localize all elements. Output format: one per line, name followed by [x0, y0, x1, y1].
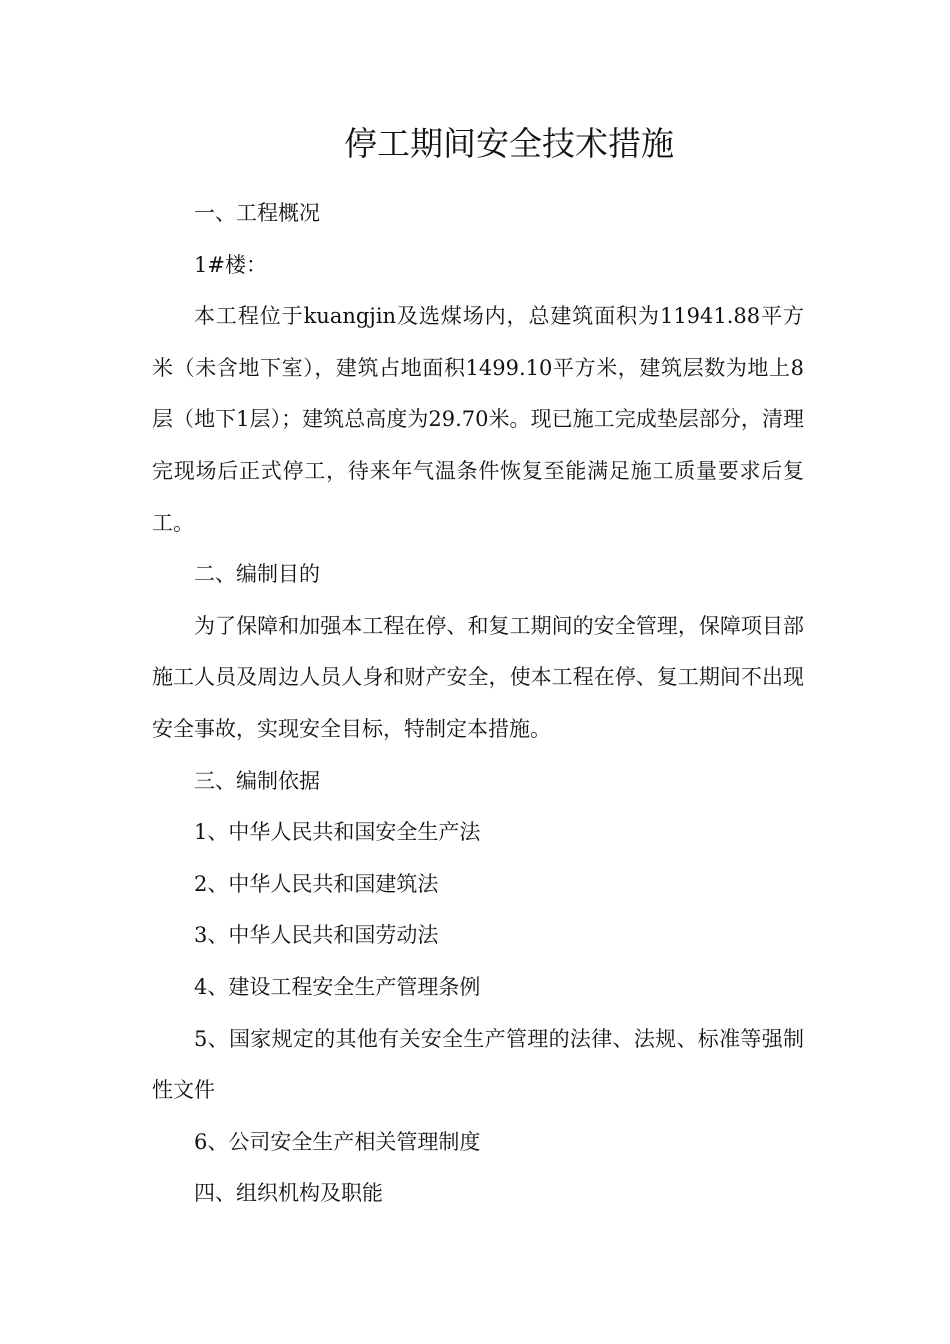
basis-item-6: 6、公司安全生产相关管理制度: [194, 1129, 481, 1154]
basis-item-5: 5、国家规定的其他有关安全生产管理的法律、法规、标准等强制性文件: [152, 1026, 804, 1103]
basis-item-2: 2、中华人民共和国建筑法: [194, 871, 439, 896]
basis-item-4: 4、建设工程安全生产管理条例: [194, 974, 481, 999]
document-title: 停工期间安全技术措施: [344, 124, 674, 163]
section-heading-purpose: 二、编制目的: [194, 562, 320, 587]
section-heading-overview: 一、工程概况: [194, 201, 320, 225]
overview-paragraph: 本工程位于kuangjin及选煤场内，总建筑面积为11941.88平方米（未含地下室），建筑占地面积1499.10平方米，建筑层数为地上8层（地下1层）；建筑总高度为29.70米。现已施工完成垫层部分，清理完现场后正式停工，待来年气温条件恢复至能满足施工质量要求后复工。: [152, 304, 804, 535]
building-label: 1#楼：: [194, 252, 267, 277]
section-heading-basis: 三、编制依据: [194, 768, 320, 793]
basis-item-1: 1、中华人民共和国安全生产法: [194, 820, 481, 845]
basis-item-3: 3、中华人民共和国劳动法: [194, 923, 439, 948]
document-body: [152, 188, 804, 1220]
section-heading-organization: 四、组织机构及职能: [194, 1181, 383, 1206]
purpose-paragraph: 为了保障和加强本工程在停、和复工期间的安全管理，保障项目部施工人员及周边人员人身和财产安全，使本工程在停、复工期间不出现安全事故，实现安全目标，特制定本措施。: [152, 613, 804, 741]
